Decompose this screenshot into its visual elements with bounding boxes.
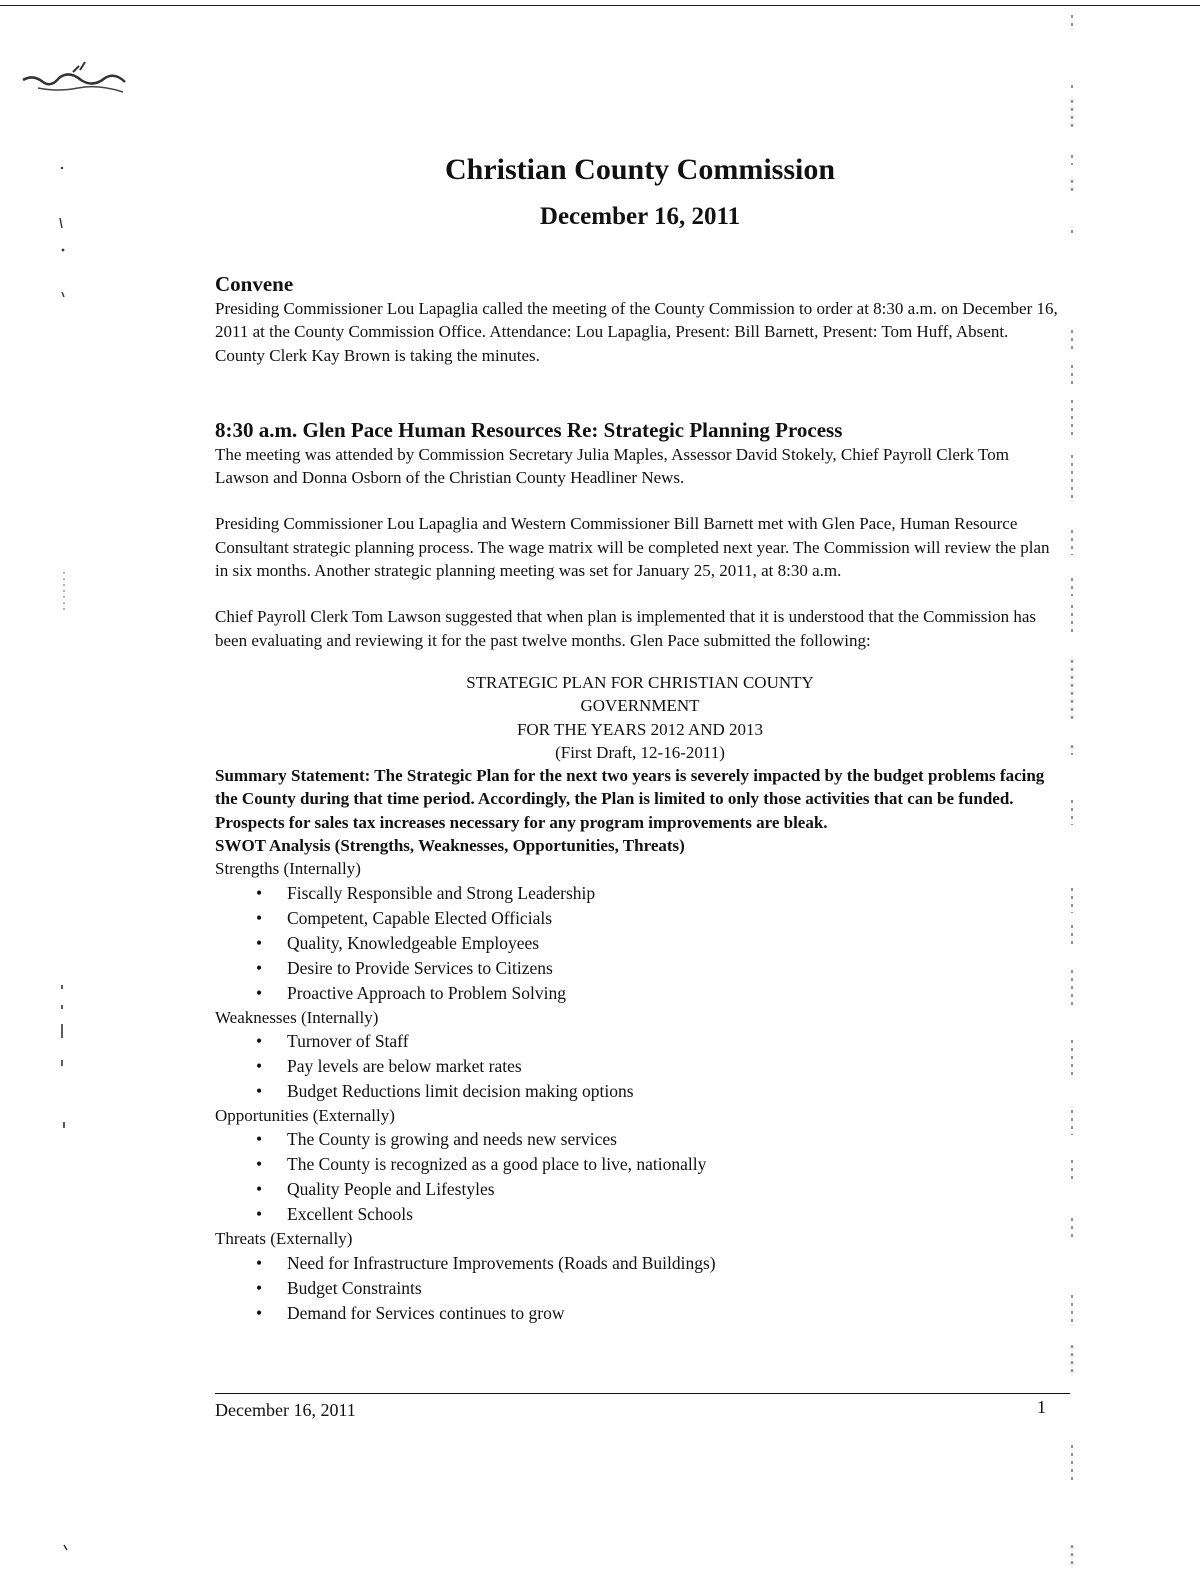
list-item: • Budget Constraints xyxy=(287,1276,1058,1301)
plan-title-line: FOR THE YEARS 2012 AND 2013 xyxy=(516,719,764,739)
list-item: • Demand for Services continues to grow xyxy=(287,1301,1058,1326)
list-item: • The County is recognized as a good place to live, nationally xyxy=(287,1152,1058,1177)
list-item: • Excellent Schools xyxy=(287,1202,1058,1227)
swot-heading: SWOT Analysis (Strengths, Weaknesses, Opportunities, Threats) xyxy=(215,836,685,856)
list-item: • The County is growing and needs new services xyxy=(287,1127,1058,1152)
threats-label: Threats (Externally) xyxy=(215,1229,353,1249)
list-item: • Quality People and Lifestyles xyxy=(287,1177,1058,1202)
main-content xyxy=(215,271,1058,1326)
list-item: • Quality, Knowledgeable Employees xyxy=(287,931,1058,956)
meeting-date: December 16, 2011 xyxy=(539,203,741,230)
strengths-label: Strengths (Internally) xyxy=(215,859,361,879)
list-item: • Need for Infrastructure Improvements (Roads and Buildings) xyxy=(287,1251,1058,1276)
top-rule xyxy=(0,5,1200,6)
list-item: • Fiscally Responsible and Strong Leadership xyxy=(287,881,1058,906)
plan-title-line: GOVERNMENT xyxy=(580,696,700,716)
plan-title-line: STRATEGIC PLAN FOR CHRISTIAN COUNTY xyxy=(466,672,814,692)
plan-title-block xyxy=(360,671,920,764)
opportunities-label: Opportunities (Externally) xyxy=(215,1105,395,1125)
weaknesses-label: Weaknesses (Internally) xyxy=(215,1007,379,1027)
planning-paragraph-3: Chief Payroll Clerk Tom Lawson suggested that when plan is implemented that it is understood that the Commission has been evaluating and reviewing it for the past twelve months. Glen Pace submitted the following: xyxy=(215,607,1037,650)
planning-heading: 8:30 a.m. Glen Pace Human Resources Re: Strategic Planning Process xyxy=(215,417,843,442)
planning-paragraph-2: Presiding Commissioner Lou Lapaglia and Western Commissioner Bill Barnett met with Glen Pace, Human Resource Consultant strategic planning process. The wage matrix will be completed next year. The Commission will review the plan in six months. Another strategic planning meeting was set for January 25, 2011, at 8:30 a.m. xyxy=(215,514,1050,581)
planning-paragraph-1: The meeting was attended by Commission Secretary Julia Maples, Assessor David Stokely, Chief Payroll Clerk Tom Lawson and Donna Osborn of the Christian County Headliner News. xyxy=(215,444,1009,488)
page-title: Christian County Commission xyxy=(444,153,836,186)
page-number: 1 xyxy=(1037,1397,1046,1417)
convene-text: Presiding Commissioner Lou Lapaglia called the meeting of the County Commission to order at 8:30 a.m. on December 16, 2011 at the County Commission Office. Attendance: Lou Lapaglia, Present: Bill Barnett, Present: Tom Huff, Absent. County Clerk Kay Brown is taking the minutes. xyxy=(215,299,1058,365)
list-item: • Desire to Provide Services to Citizens xyxy=(287,956,1058,981)
list-item: • Proactive Approach to Problem Solving xyxy=(287,981,1058,1006)
weaknesses-list xyxy=(215,1029,1058,1104)
left-margin-marks xyxy=(50,0,80,1576)
list-item: • Competent, Capable Elected Officials xyxy=(287,906,1058,931)
plan-title-line: (First Draft, 12-16-2011) xyxy=(555,742,725,762)
opportunities-list xyxy=(215,1127,1058,1227)
list-item: • Pay levels are below market rates xyxy=(287,1054,1058,1079)
threats-list xyxy=(215,1251,1058,1326)
footer-date: December 16, 2011 xyxy=(215,1400,356,1420)
convene-heading: Convene xyxy=(215,272,294,296)
strengths-list xyxy=(215,881,1058,1006)
list-item: • Turnover of Staff xyxy=(287,1029,1058,1054)
summary-statement: Summary Statement: The Strategic Plan for the next two years is severely impacted by the budget problems facing the County during that time period. Accordingly, the Plan is limited to only those activities that can be funded. Prospects for sales tax increases necessary for any program improvements are bleak. xyxy=(215,766,1045,832)
right-margin-marks xyxy=(1060,0,1090,1576)
footer-rule xyxy=(215,1393,1070,1394)
list-item: • Budget Reductions limit decision making options xyxy=(287,1079,1058,1104)
